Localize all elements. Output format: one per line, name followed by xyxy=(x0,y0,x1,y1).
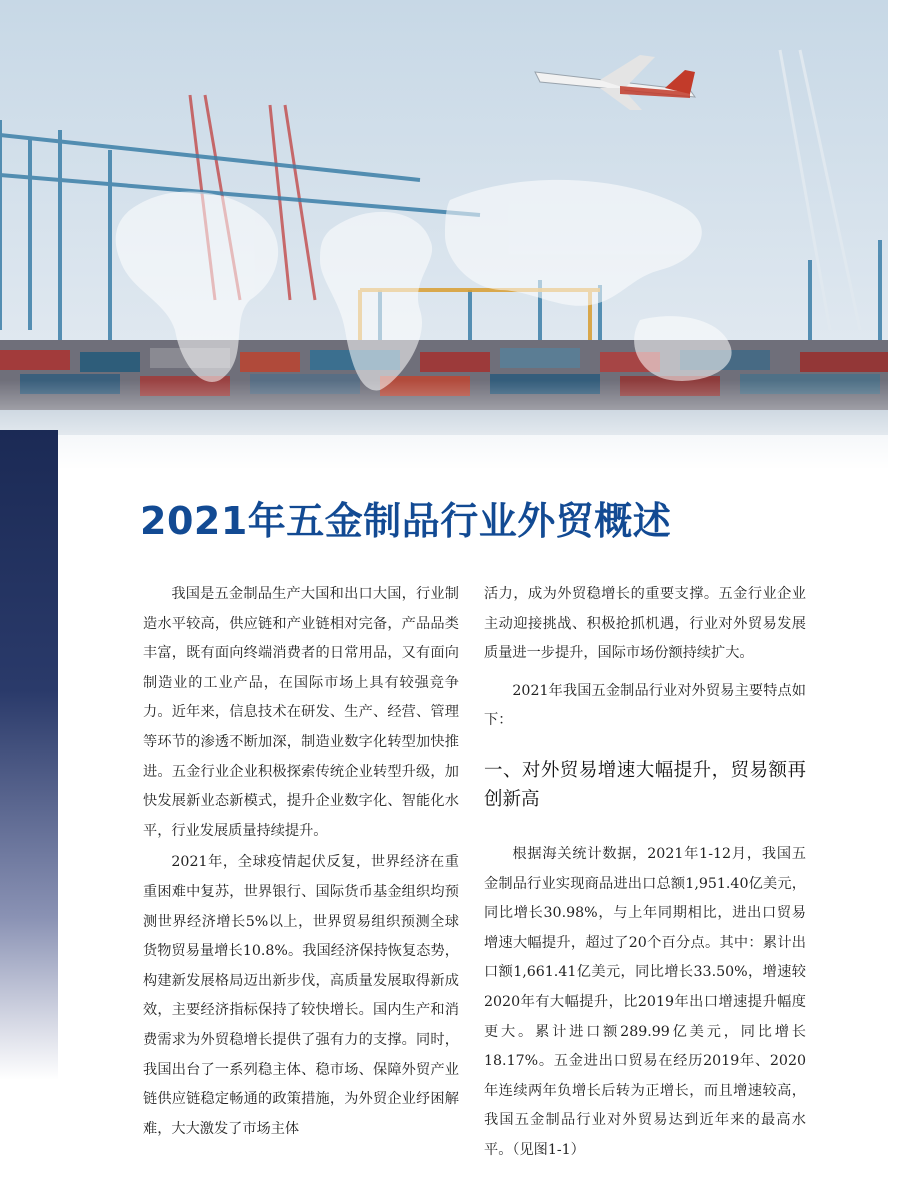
hero-image xyxy=(0,0,888,470)
continued-paragraph: 活力，成为外贸稳增长的重要支撑。五金行业企业主动迎接挑战、积极抢抓机遇，行业对外贸易发展质量进一步提升，国际市场份额持续扩大。 xyxy=(484,586,806,662)
left-column xyxy=(143,580,459,1144)
right-column xyxy=(484,580,806,1166)
section-heading: 一、对外贸易增速大幅提升，贸易额再创新高 xyxy=(484,759,806,810)
context-paragraph: 2021年，全球疫情起伏反复，世界经济在重重困难中复苏，世界银行、国际货币基金组织均预测世界经济增长5%以上，世界贸易组织预测全球货物贸易量增长10.8%。我国经济保持恢复态势，构建新发展格局迈出新步伐，高质量发展取得新成效，主要经济指标保持了较快增长。国内生产和消费需求为外贸稳增长提供了强有力的支撑。同时，我国出台了一系列稳主体、稳市场、保障外贸产业链供应链稳定畅通的政策措施，为外贸企业纾困解难，大大激发了市场主体 xyxy=(143,854,459,1137)
port-illustration xyxy=(0,0,888,470)
decorative-side-band xyxy=(0,430,58,1080)
article-title: 2021年五金制品行业外贸概述 xyxy=(140,499,672,543)
lead-sentence: 2021年我国五金制品行业对外贸易主要特点如下： xyxy=(484,682,806,729)
trade-data-paragraph: 根据海关统计数据，2021年1-12月，我国五金制品行业实现商品进出口总额1,951.40亿美元，同比增长30.98%，与上年同期相比，进出口贸易增速大幅提升，超过了20个百分点。其中：累计出口额1,661.41亿美元，同比增长33.50%，增速较2020年有大幅提升，比2019年出口增速提升幅度更大。累计进口额289.99亿美元，同比增长18.17%。五金进出口贸易在经历2019年、2020年连续两年负增长后转为正增长，而且增速较高，我国五金制品行业对外贸易达到近年来的最高水平。（见图1-1） xyxy=(484,845,806,1158)
intro-paragraph: 我国是五金制品生产大国和出口大国，行业制造水平较高，供应链和产业链相对完备，产品品类丰富，既有面向终端消费者的日常用品，又有面向制造业的工业产品，在国际市场上具有较强竞争力。近年来，信息技术在研发、生产、经营、管理等环节的渗透不断加深，制造业数字化转型加快推进。五金行业企业积极探索传统企业转型升级，加快发展新业态新模式，提升企业数字化、智能化水平，行业发展质量持续提升。 xyxy=(143,586,459,839)
